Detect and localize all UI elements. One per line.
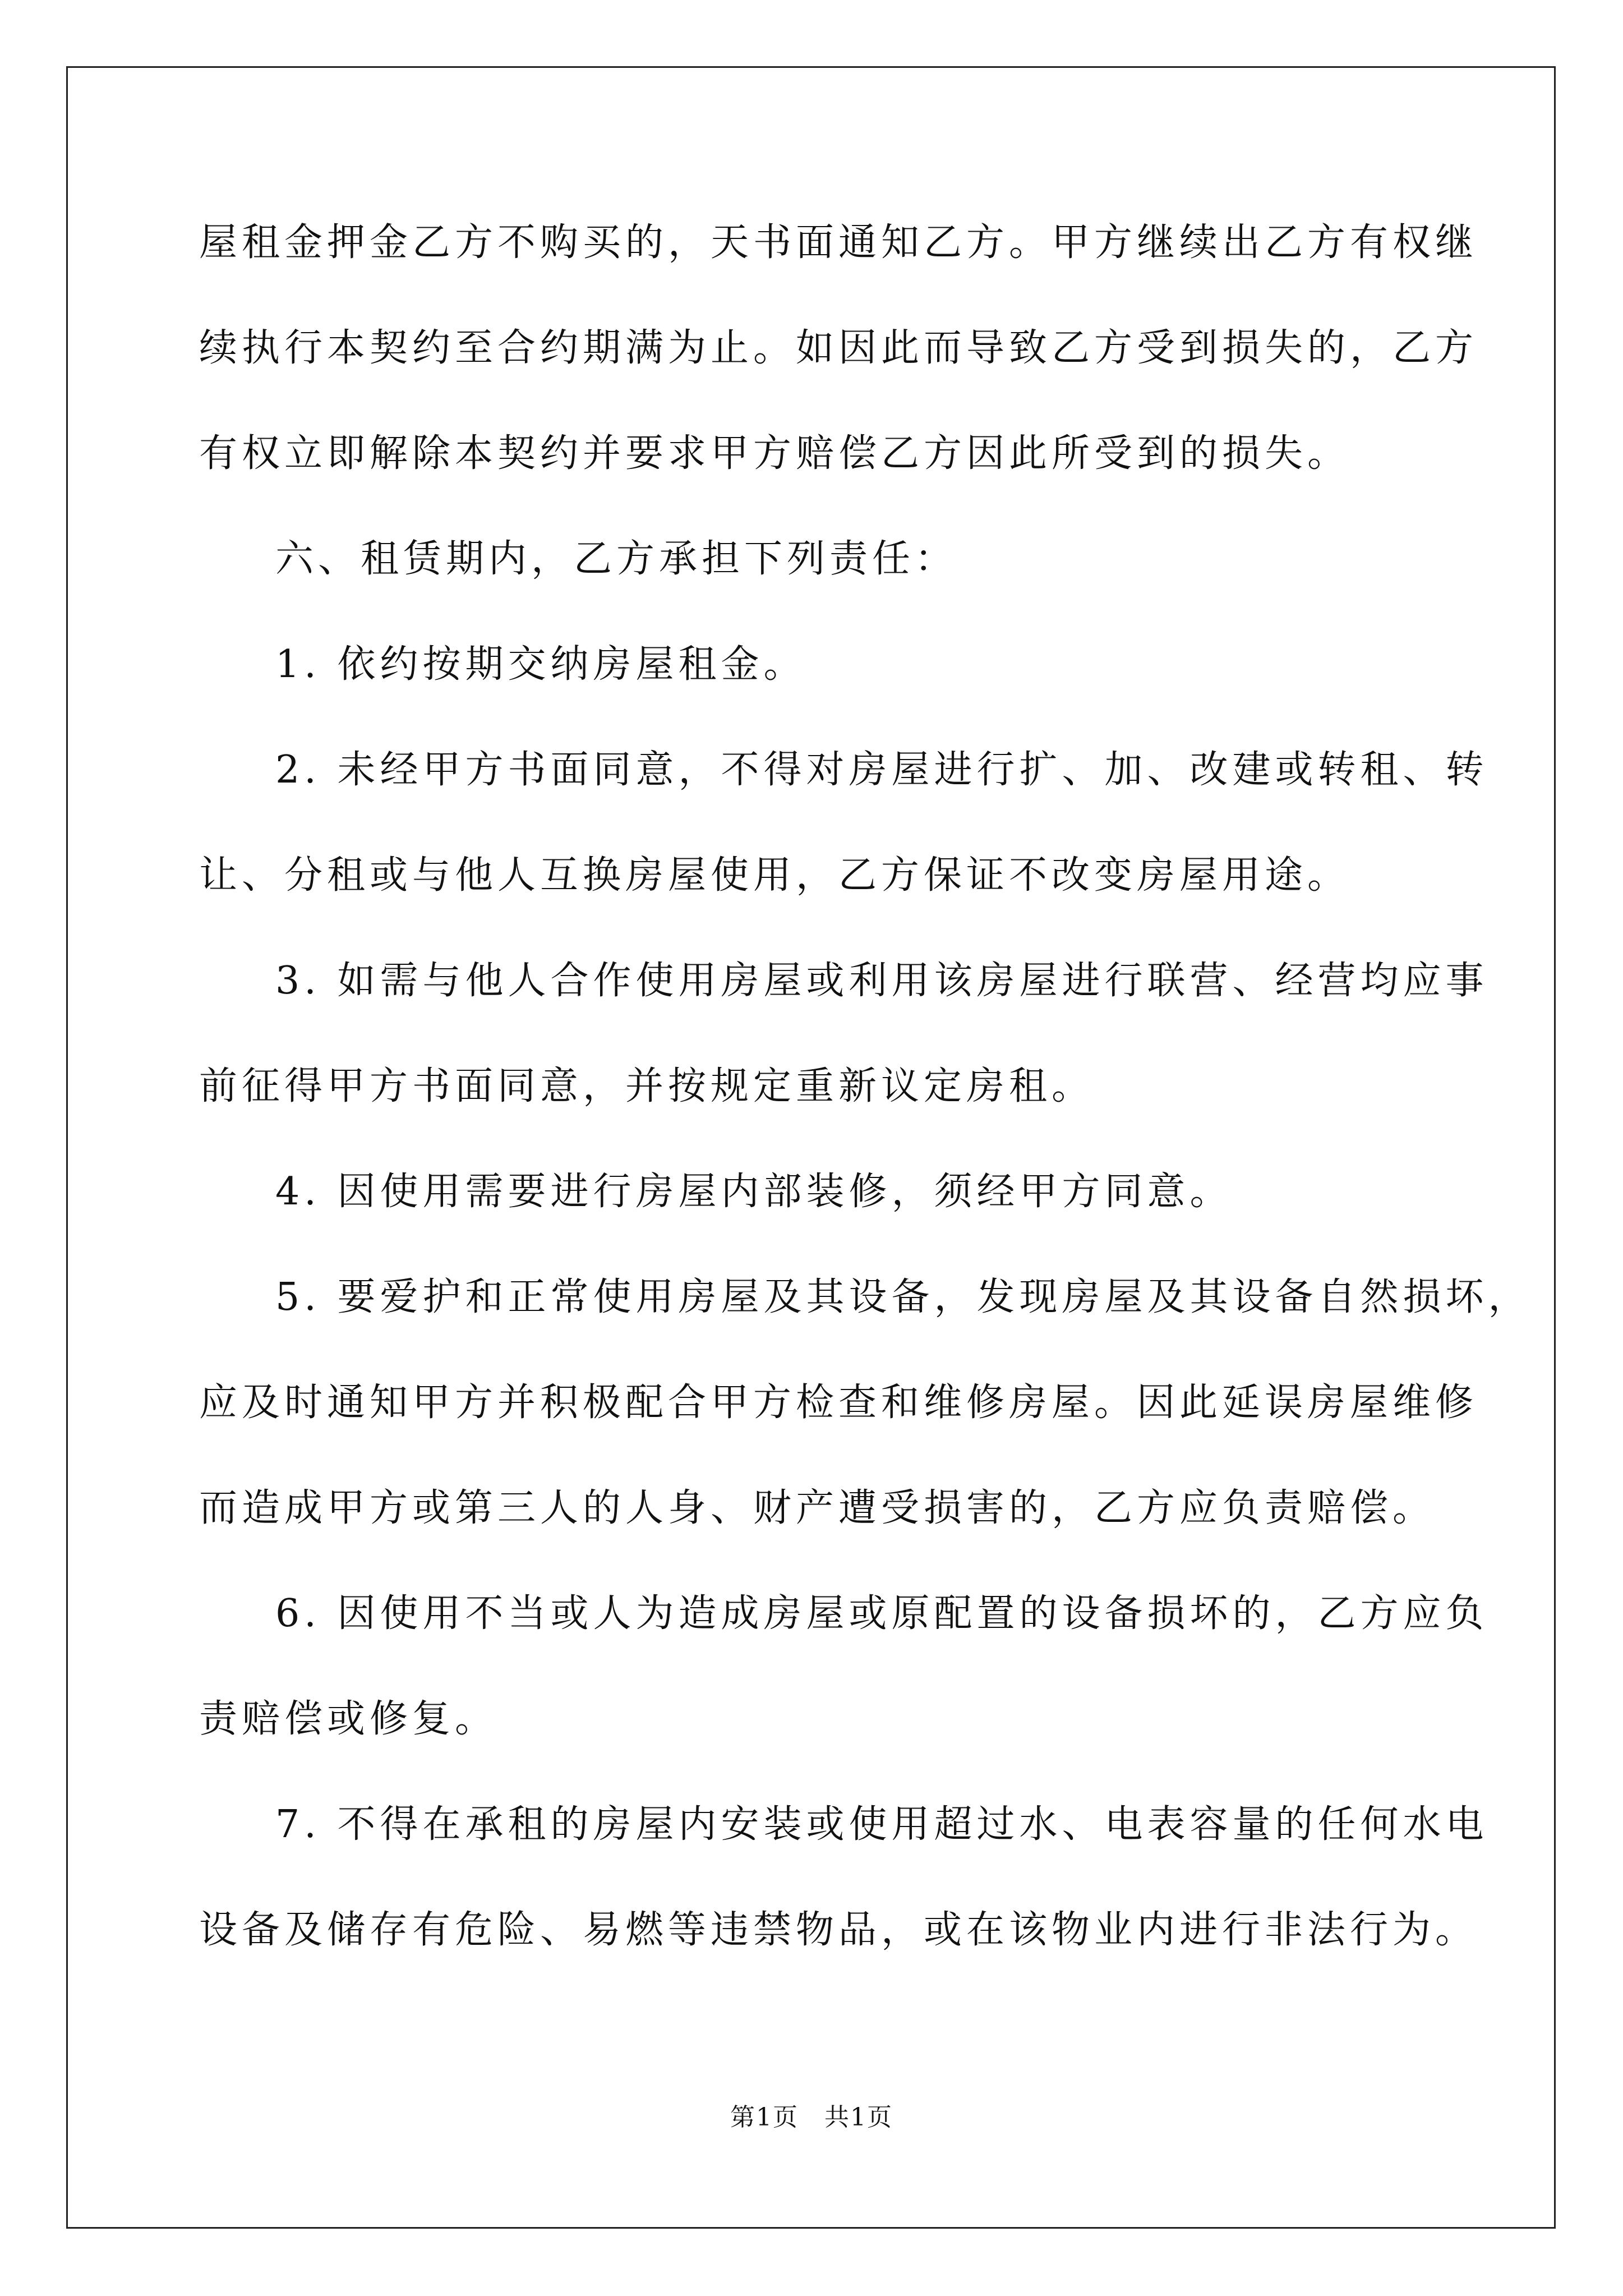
text-line: 4. 因使用需要进行房屋内部装修，须经甲方同意。 [275,1170,1233,1214]
text-line: 续执行本契约至合约期满为止。如因此而导致乙方受到损失的，乙方 [199,326,1478,370]
text-line: 应及时通知甲方并积极配合甲方检查和维修房屋。因此延误房屋维修 [199,1381,1478,1425]
text-line: 7. 不得在承租的房屋内安装或使用超过水、电表容量的任何水电 [275,1802,1488,1847]
text-line: 设备及储存有危险、易燃等违禁物品，或在该物业内进行非法行为。 [199,1908,1478,1952]
text-line: 六、租赁期内，乙方承担下列责任： [275,537,958,581]
text-line: 有权立即解除本契约并要求甲方赔偿乙方因此所受到的损失。 [199,431,1350,476]
section-heading-six [199,532,1433,586]
text-line: 6. 因使用不当或人为造成房屋或原配置的设备损坏的，乙方应负 [275,1591,1488,1636]
clause-2 [199,743,1488,903]
text-line: 责赔偿或修复。 [199,1697,498,1741]
text-line: 1. 依约按期交纳房屋租金。 [275,642,806,687]
text-line: 前征得甲方书面同意，并按规定重新议定房租。 [199,1064,1095,1108]
clause-7 [199,1798,1488,1957]
clause-6 [199,1587,1488,1746]
text-line: 屋租金押金乙方不购买的，天书面通知乙方。甲方继续出乙方有权继 [199,220,1478,265]
clause-1 [199,638,1433,692]
document-body [199,216,1531,1957]
clause-4 [199,1165,1433,1219]
clause-3 [199,954,1488,1114]
page-footer [0,2101,1623,2134]
text-line: 让、分租或与他人互换房屋使用，乙方保证不改变房屋用途。 [199,853,1350,898]
page-number: 第1页 共1页 [730,2103,893,2132]
text-line: 3. 如需与他人合作使用房屋或利用该房屋进行联营、经营均应事 [275,959,1488,1003]
text-line: 5. 要爱护和正常使用房屋及其设备，发现房屋及其设备自然损坏， [275,1275,1531,1319]
paragraph-continuation [199,216,1478,481]
clause-5 [199,1271,1531,1535]
text-line: 2. 未经甲方书面同意，不得对房屋进行扩、加、改建或转租、转 [275,748,1488,792]
text-line: 而造成甲方或第三人的人身、财产遭受损害的，乙方应负责赔偿。 [199,1486,1436,1530]
